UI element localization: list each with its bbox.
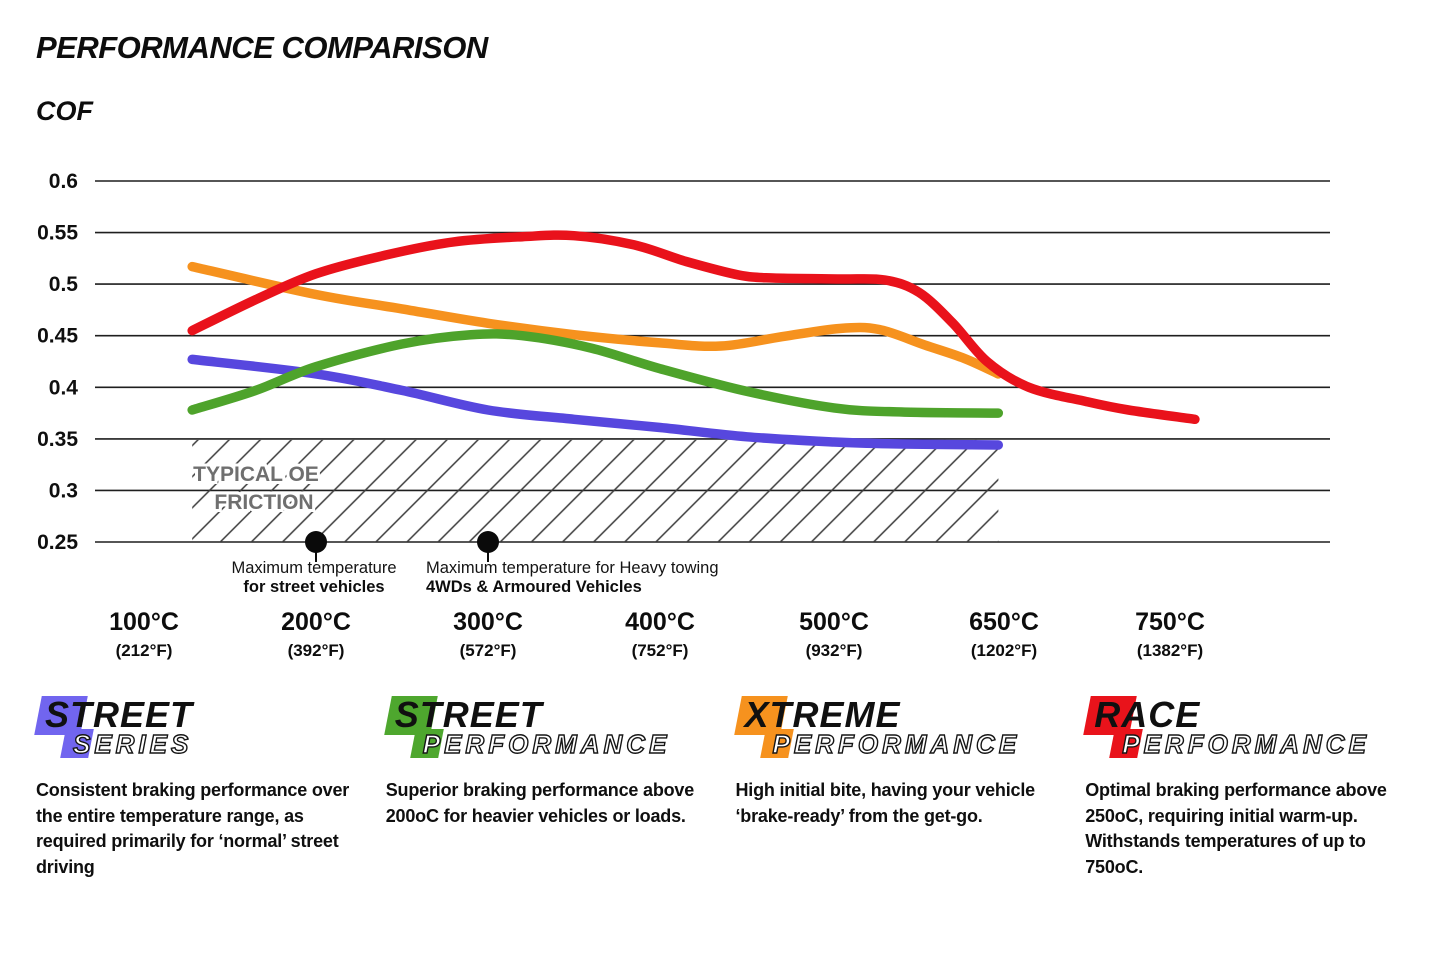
street-series-logo — [36, 694, 360, 764]
legend-street-performance — [386, 694, 710, 880]
xtreme-performance-logo — [736, 694, 1060, 764]
marker-caption-line2: 4WDs & Armoured Vehicles — [426, 578, 642, 596]
marker-dot-200c — [305, 531, 327, 553]
oe-friction-zone-layer — [192, 440, 998, 542]
x-tick-celsius: 650°C — [969, 608, 1039, 636]
x-tick-fahrenheit: (1202°F) — [970, 641, 1038, 660]
marker-dot-300c — [477, 531, 499, 553]
street-performance-logo — [386, 694, 710, 764]
oe-friction-label-line1: TYPICAL OE — [193, 463, 319, 486]
y-tick-label: 0.25 — [37, 531, 78, 554]
legend — [36, 694, 1409, 880]
x-tick-fahrenheit: (752°F) — [631, 641, 689, 660]
x-tick-celsius: 200°C — [281, 608, 351, 636]
legend-name-top: STREET — [394, 694, 543, 735]
legend-name-bottom: PERFORMANCE — [1122, 729, 1370, 759]
marker-caption-line2: for street vehicles — [243, 578, 385, 596]
legend-name-top: XTREME — [744, 694, 901, 735]
x-tick-fahrenheit: (212°F) — [115, 641, 173, 660]
x-tick-celsius: 750°C — [1135, 608, 1205, 636]
marker-caption-line1: Maximum temperature for Heavy towing — [426, 559, 719, 577]
y-tick-label: 0.4 — [48, 376, 78, 400]
x-tick-fahrenheit: (1382°F) — [1136, 641, 1204, 660]
legend-description: High initial bite, having your vehicle ‘brake-ready’ from the get-go. — [735, 780, 1035, 826]
x-tick-celsius: 300°C — [453, 608, 523, 636]
x-tick-celsius: 100°C — [109, 608, 179, 636]
legend-xtreme-performance — [736, 694, 1060, 880]
legend-name-top: STREET — [45, 694, 194, 735]
x-tick-celsius: 500°C — [799, 608, 869, 636]
y-tick-label: 0.45 — [37, 324, 78, 348]
page-title: PERFORMANCE COMPARISON — [36, 30, 488, 65]
legend-name-bottom: PERFORMANCE — [422, 729, 671, 759]
y-tick-label: 0.6 — [48, 170, 78, 193]
legend-description: Superior braking performance above 200oC for heavier vehicles or loads. — [385, 780, 695, 826]
oe-friction-label-line2: FRICTION — [214, 491, 314, 514]
series-layer — [192, 235, 1195, 445]
y-tick-label: 0.3 — [48, 479, 78, 503]
x-tick-celsius: 400°C — [625, 608, 695, 636]
legend-street-series — [36, 694, 360, 880]
y-tick-label: 0.5 — [48, 273, 78, 297]
legend-name-bottom: PERFORMANCE — [772, 729, 1021, 759]
legend-race-performance — [1085, 694, 1409, 880]
legend-description: Consistent braking performance over the entire temperature range, as required primarily for ‘normal’ street driving — [36, 780, 350, 877]
legend-name-top: RACE — [1094, 694, 1201, 735]
y-tick-label: 0.35 — [37, 427, 78, 451]
series-line-race-performance — [192, 235, 1195, 419]
y-tick-label: 0.55 — [37, 221, 78, 245]
x-tick-fahrenheit: (932°F) — [805, 641, 863, 660]
legend-name-bottom: SERIES — [73, 729, 193, 759]
marker-caption-line1: Maximum temperature — [231, 559, 397, 577]
x-tick-fahrenheit: (572°F) — [459, 641, 517, 660]
x-tick-fahrenheit: (392°F) — [287, 641, 345, 660]
race-performance-logo — [1085, 694, 1409, 764]
legend-description: Optimal braking performance above 250oC, requiring initial warm-up. Withstands temperatures of up to 750oC. — [1085, 780, 1387, 877]
y-axis-title: COF — [36, 96, 93, 126]
